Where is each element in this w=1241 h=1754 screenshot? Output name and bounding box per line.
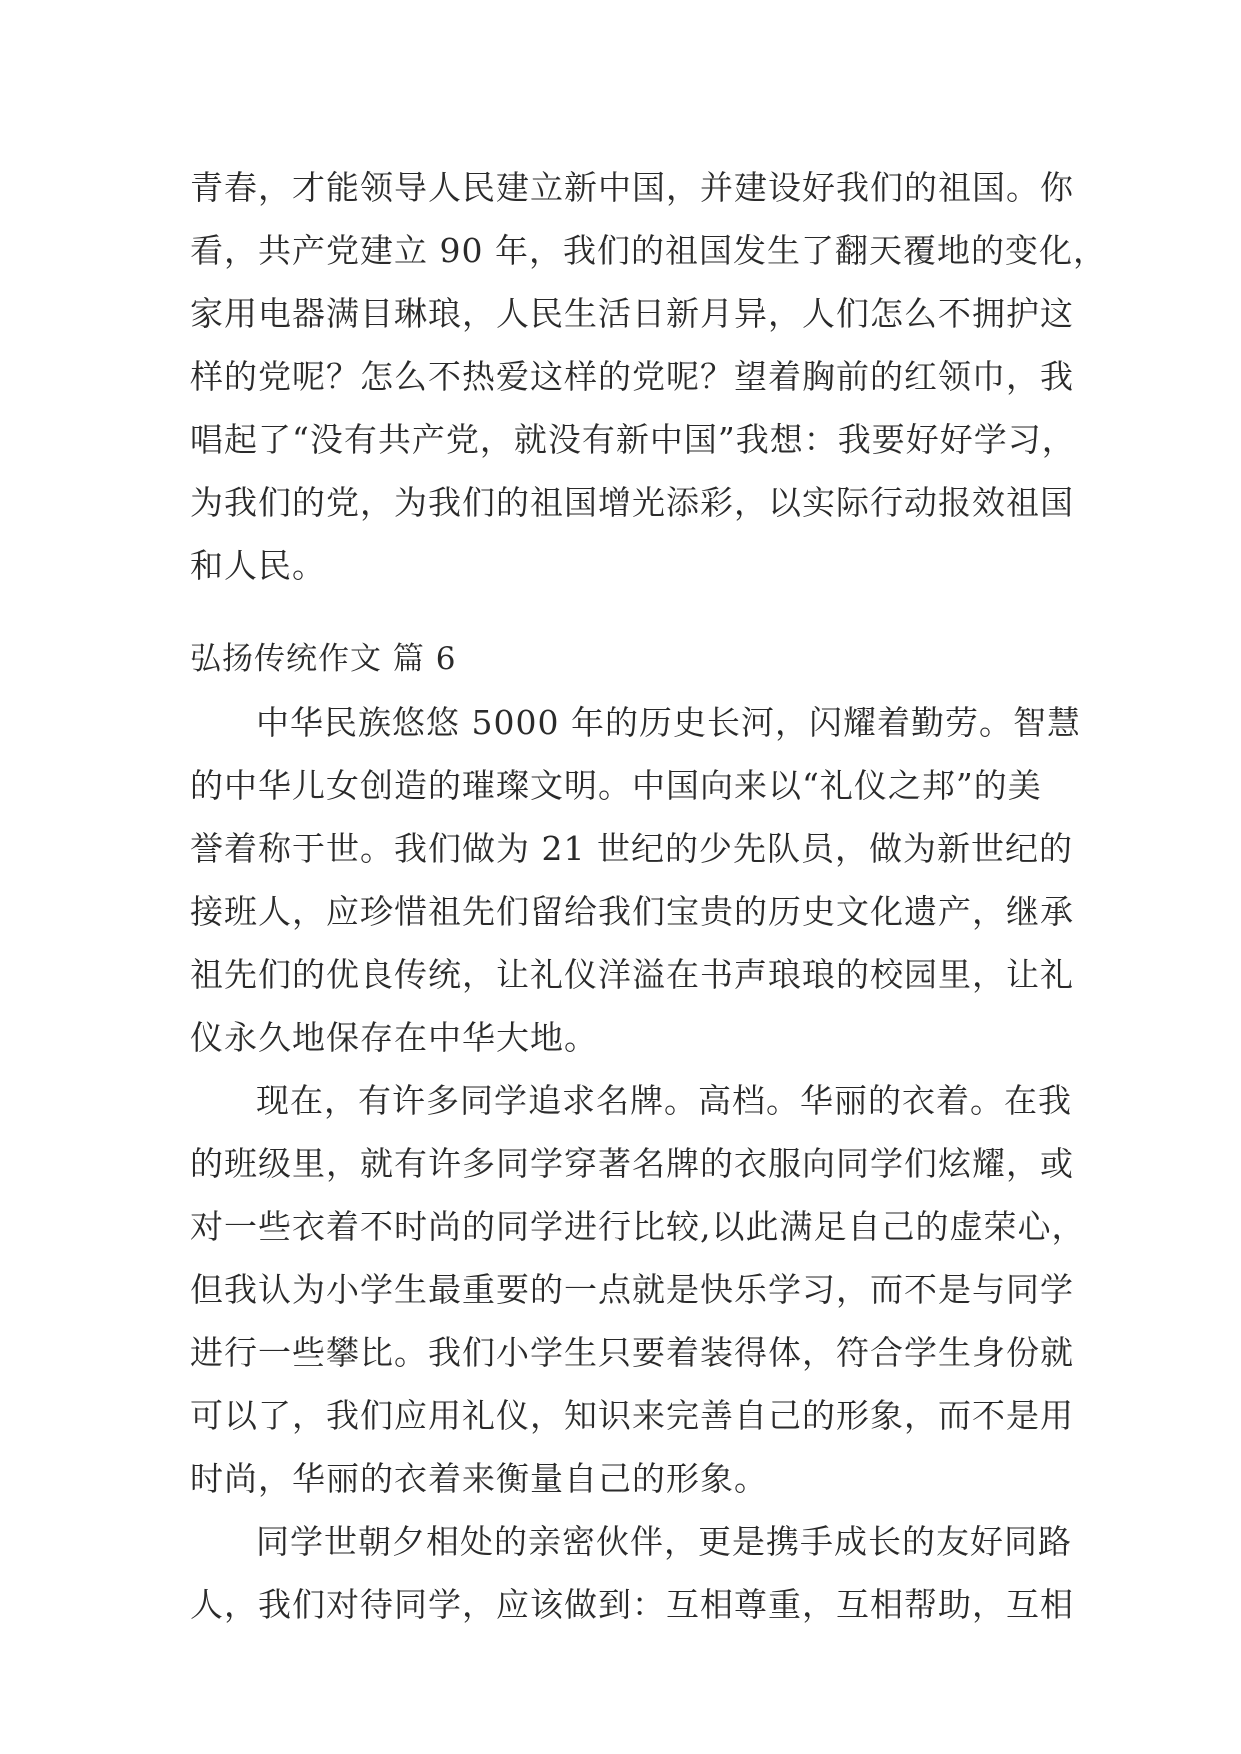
text-line: 誉着称于世。我们做为 21 世纪的少先队员，做为新世纪的 [190,829,1073,868]
text-line: 青春，才能领导人民建立新中国，并建设好我们的祖国。你 [190,168,1074,207]
text-line: 的班级里，就有许多同学穿著名牌的衣服向同学们炫耀，或 [190,1144,1074,1183]
text-line: 唱起了“没有共产党，就没有新中国”我想：我要好好学习， [190,420,1076,459]
text-line: 和人民。 [190,546,326,585]
paragraph [190,156,1107,597]
text-line: 的中华儿女创造的璀璨文明。中国向来以“礼仪之邦”的美 [190,766,1042,805]
section-heading: 弘扬传统作文 篇 6 [190,641,457,677]
paragraph [190,691,1081,1069]
paragraph-continued [190,156,1107,597]
text-line: 人，我们对待同学，应该做到：互相尊重，互相帮助，互相 [190,1585,1074,1624]
text-line: 样的党呢？怎么不热爱这样的党呢？望着胸前的红领巾，我 [190,357,1074,396]
text-line: 接班人，应珍惜祖先们留给我们宝贵的历史文化遗产，继承 [190,892,1074,931]
section-body [190,691,1086,1636]
text-line: 仪永久地保存在中华大地。 [190,1018,598,1057]
text-line: 时尚，华丽的衣着来衡量自己的形象。 [190,1459,768,1498]
text-line: 但我认为小学生最重要的一点就是快乐学习，而不是与同学 [190,1270,1074,1309]
paragraph [190,1069,1086,1510]
text-line: 为我们的党，为我们的祖国增光添彩，以实际行动报效祖国 [190,483,1074,522]
text-line: 家用电器满目琳琅，人民生活日新月异，人们怎么不拥护这 [190,294,1074,333]
paragraph [190,1510,1074,1636]
text-line: 祖先们的优良传统，让礼仪洋溢在书声琅琅的校园里，让礼 [190,955,1074,994]
text-line: 进行一些攀比。我们小学生只要着装得体，符合学生身份就 [190,1333,1074,1372]
text-line: 看，共产党建立 90 年，我们的祖国发生了翻天覆地的变化， [190,231,1107,270]
text-line: 中华民族悠悠 5000 年的历史长河，闪耀着勤劳。智慧 [256,703,1081,742]
text-line: 可以了，我们应用礼仪，知识来完善自己的形象，而不是用 [190,1396,1074,1435]
text-line: 同学世朝夕相处的亲密伙伴，更是携手成长的友好同路 [256,1522,1072,1561]
text-line: 对一些衣着不时尚的同学进行比较,以此满足自己的虚荣心， [190,1207,1086,1246]
text-line: 现在，有许多同学追求名牌。高档。华丽的衣着。在我 [256,1081,1072,1120]
